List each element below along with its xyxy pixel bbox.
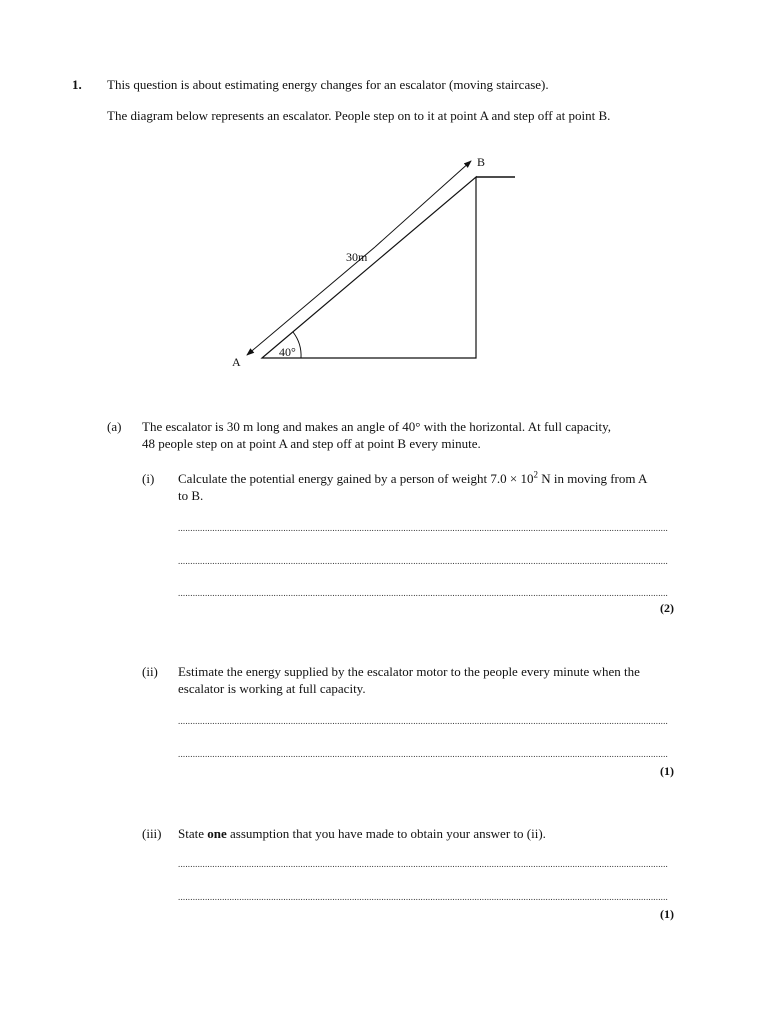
part-i-label: (i) — [142, 471, 155, 486]
angle-label: 40° — [279, 345, 296, 359]
answer-line[interactable]: ........................................................................................................................................................................................................ — [178, 749, 668, 759]
question-number: 1. — [72, 77, 82, 92]
part-i-exponent: 2 — [533, 469, 538, 480]
marks-i: (2) — [660, 601, 674, 615]
part-iii-text-start: State — [178, 826, 208, 841]
length-label: 30m — [346, 250, 368, 264]
part-ii-text: Estimate the energy supplied by the escalator motor to the people every minute when the escalator is working at full capacity. — [178, 664, 640, 696]
part-i-text-end: N in moving from A to B. — [178, 471, 647, 503]
part-i-question — [178, 470, 648, 504]
marks-ii: (1) — [660, 764, 674, 778]
answer-line[interactable]: ........................................................................................................................................................................................................ — [178, 588, 668, 598]
label-b: B — [477, 155, 486, 169]
length-arrow — [375, 161, 471, 247]
part-a-text: The escalator is 30 m long and makes an angle of 40° with the horizontal. At full capacity, 48 people step on at point A and step off at point B every minute. — [142, 419, 611, 451]
diagram-description: The diagram below represents an escalator. People step on to it at point A and step off at point B. — [107, 108, 611, 123]
part-iii-label: (iii) — [142, 826, 162, 841]
answer-line[interactable]: ........................................................................................................................................................................................................ — [178, 892, 668, 902]
question-intro: This question is about estimating energy changes for an escalator (moving staircase). — [107, 77, 549, 92]
part-ii-label: (ii) — [142, 664, 158, 679]
part-iii-question — [178, 825, 648, 842]
part-iii-text-end: assumption that you have made to obtain your answer to (ii). — [226, 826, 546, 841]
part-iii-bold: one — [207, 826, 227, 841]
part-i-text-start: Calculate the potential energy gained by a person of weight 7.0 × 10 — [178, 471, 534, 486]
label-a: A — [232, 355, 241, 369]
escalator-triangle — [262, 177, 476, 358]
answer-line[interactable]: ........................................................................................................................................................................................................ — [178, 556, 668, 566]
part-a-label: (a) — [107, 419, 122, 434]
escalator-diagram — [225, 150, 525, 375]
answer-line[interactable]: ........................................................................................................................................................................................................ — [178, 523, 668, 533]
answer-line[interactable]: ........................................................................................................................................................................................................ — [178, 716, 668, 726]
marks-iii: (1) — [660, 907, 674, 921]
answer-line[interactable]: ........................................................................................................................................................................................................ — [178, 859, 668, 869]
